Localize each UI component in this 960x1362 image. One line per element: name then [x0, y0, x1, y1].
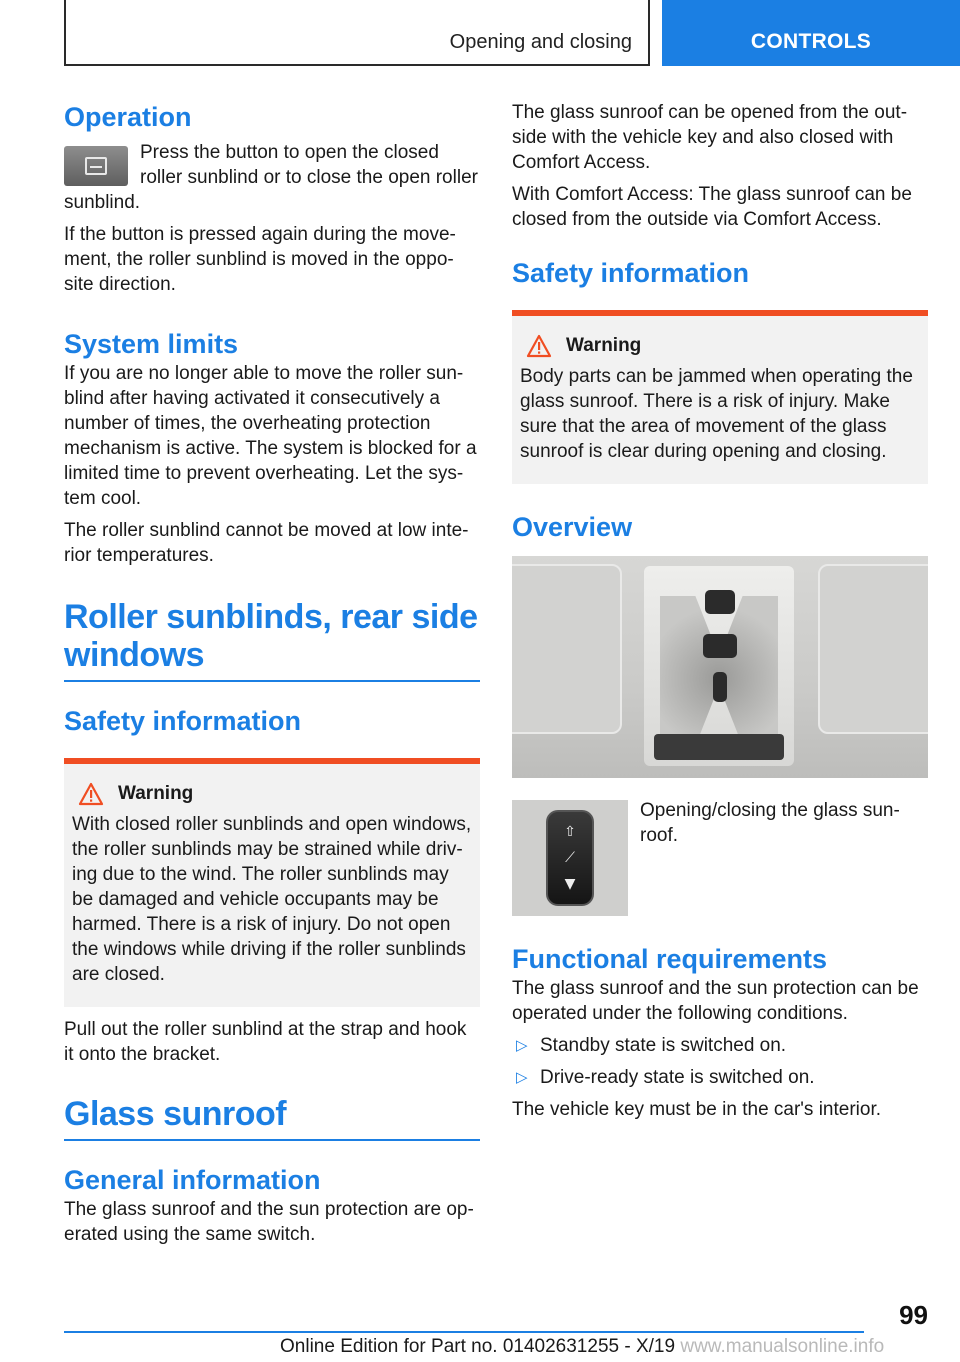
warning-text-left: With closed roller sunblinds and open windows, the roller sunblinds may be strained while driv-ing due to the wind. The roller sunblinds may be damaged and vehicle occupants may be harmed. There is a risk of injury. Do not open the windows while driving if the roller sunblinds are closed.: [72, 814, 472, 985]
conditions-list: [512, 1033, 928, 1090]
close-arrow-icon: ▼: [564, 876, 576, 892]
operation-pressed-again: If the button is pressed again during the move-ment, the roller sunblind is moved in the oppo-site direction.: [64, 224, 456, 295]
warning-text-right: Body parts can be jammed when operating the glass sunroof. There is a risk of injury. Make sure that the area of movement of the glass sunroof is clear during opening and closing.: [520, 366, 913, 462]
comfort-access-text: With Comfort Access: The glass sunroof can be closed from the outside via Comfort Access.: [512, 184, 912, 230]
system-limits-p1: If you are no longer able to move the roller sun-blind after having activated it consecutively a number of times, the overheating protection mechanism is active. The system is blocked for a limited time to prevent overheating. Let the sys-tem cool.: [64, 363, 477, 509]
vehicle-key-note: The vehicle key must be in the car's interior.: [512, 1099, 882, 1120]
heading-safety-information-right: Safety information: [512, 258, 750, 288]
system-limits-p2: The roller sunblind cannot be moved at low inte-rior temperatures.: [64, 520, 469, 566]
outside-opening-text: The glass sunroof can be opened from the out-side with the vehicle key and also closed with Comfort Access.: [512, 102, 908, 173]
footer-edition: [280, 1336, 884, 1358]
heading-roller-sunblinds-rear: Roller sunblinds, rear side windows: [64, 598, 480, 682]
tilt-icon: ⟋: [565, 850, 575, 866]
pull-out-text: Pull out the roller sunblind at the strap and hook it onto the bracket.: [64, 1019, 467, 1065]
list-bullet-icon: ▷: [516, 1068, 528, 1086]
left-column: [64, 100, 480, 1254]
switch-caption: Opening/closing the glass sun-roof.: [640, 800, 900, 846]
overhead-console-photo: [512, 556, 928, 778]
heading-glass-sunroof: Glass sunroof: [64, 1095, 480, 1141]
functional-requirements-text: The glass sunroof and the sun protection can be operated under the following conditions.: [512, 978, 919, 1024]
right-column: [512, 100, 928, 1129]
list-item: ▷ Standby state is switched on.: [516, 1035, 787, 1056]
page-header: [0, 0, 960, 66]
warning-header-right: [520, 334, 920, 358]
heading-overview: Overview: [512, 512, 633, 542]
switch-caption-block: [512, 798, 928, 922]
warning-box-left: [64, 758, 480, 1007]
heading-system-limits: System limits: [64, 329, 239, 359]
page-number: 99: [899, 1300, 928, 1330]
warning-triangle-icon: [78, 782, 104, 806]
warning-header-left: [72, 782, 472, 806]
operation-text: Press the button to open the closed roller sunblind or to close the open roller sunblind.: [64, 142, 478, 213]
heading-functional-requirements: Functional requirements: [512, 944, 828, 974]
heading-safety-information-left: Safety information: [64, 706, 302, 736]
header-section-title: Opening and closing: [449, 31, 632, 53]
footer-watermark: www.manualsonline.info: [680, 1336, 885, 1357]
header-section-box: [64, 0, 650, 66]
footer-rule: [64, 1331, 864, 1333]
warning-box-right: [512, 310, 928, 484]
open-arrow-icon: ⇧: [564, 824, 576, 840]
warning-triangle-icon: [526, 334, 552, 358]
list-bullet-icon: ▷: [516, 1036, 528, 1054]
warning-title-right: Warning: [566, 335, 642, 356]
header-chapter-tab: [662, 0, 960, 66]
warning-title-left: Warning: [118, 783, 194, 804]
operation-block: [64, 140, 480, 222]
heading-general-information: General information: [64, 1165, 321, 1195]
general-information-text: The glass sunroof and the sun protection are op-erated using the same switch.: [64, 1199, 474, 1245]
sunblind-button-icon: [64, 146, 128, 186]
footer-edition-text: Online Edition for Part no. 01402631255 - X/19: [280, 1336, 676, 1357]
header-chapter-label: CONTROLS: [750, 30, 872, 53]
sunroof-switch-photo: [512, 800, 628, 916]
heading-operation: Operation: [64, 102, 192, 132]
list-item: ▷ Drive-ready state is switched on.: [516, 1067, 815, 1088]
